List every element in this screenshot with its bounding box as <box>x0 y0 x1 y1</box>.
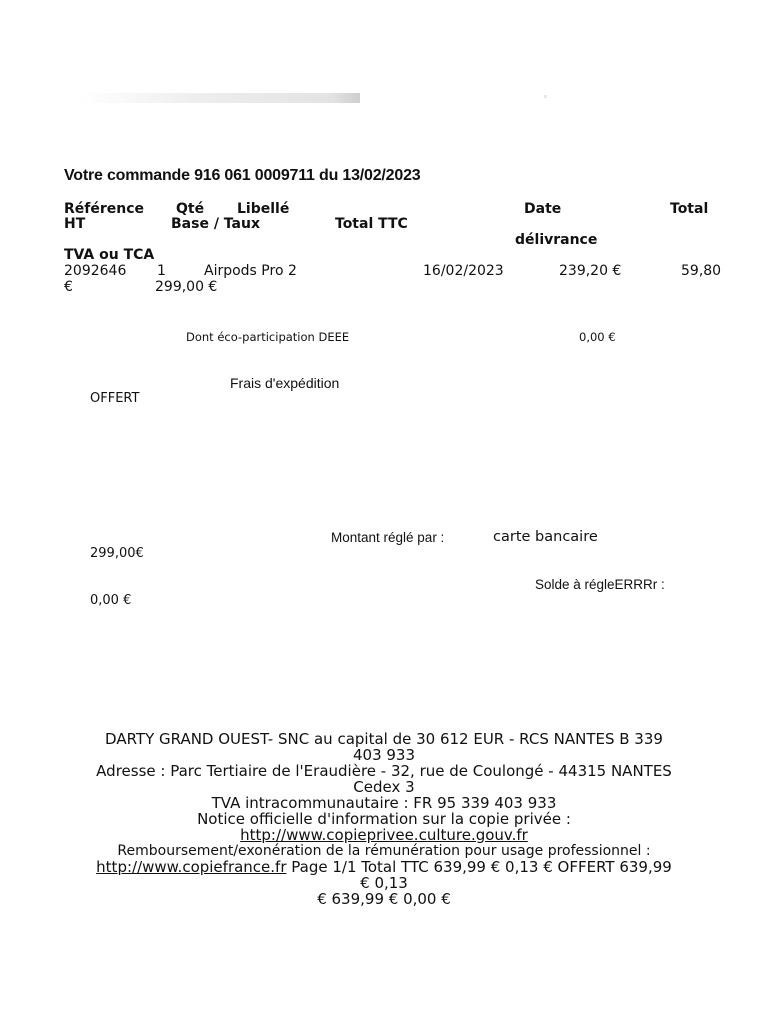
footer-company-line1: DARTY GRAND OUEST- SNC au capital de 30 612 EUR - RCS NANTES B 339 <box>105 730 663 748</box>
header-libelle: Libellé <box>237 201 290 217</box>
footer-address-line2: Cedex 3 <box>353 778 415 796</box>
row-tva-currency: € <box>64 279 73 295</box>
row-total-ttc: 299,00 € <box>155 279 218 295</box>
legal-footer <box>90 731 678 907</box>
footer-notice: Notice officielle d'information sur la copie privée : <box>197 810 571 828</box>
footer-tva: TVA intracommunautaire : FR 95 339 403 933 <box>211 794 557 812</box>
header-tva: TVA ou TCA <box>64 247 155 263</box>
header-date: Date <box>524 201 562 217</box>
footer-remb: Remboursement/exonération de la rémunération pour usage professionnel : <box>117 843 651 859</box>
row-tva: 59,80 <box>681 263 722 279</box>
scan-artifact <box>80 93 360 103</box>
footer-remb-link[interactable]: http://www.copiefrance.fr <box>96 858 287 876</box>
footer-notice-link[interactable]: http://www.copieprivee.culture.gouv.fr <box>240 826 528 844</box>
footer-summary-line1: Page 1/1 Total TTC 639,99 € 0,13 € OFFERT 639,99 € 0,13 <box>286 858 672 892</box>
footer-company-line2: 403 933 <box>352 746 416 764</box>
header-ht: HT <box>64 216 86 232</box>
eco-label: Dont éco-participation DEEE <box>186 330 350 344</box>
payment-method: carte bancaire <box>493 529 598 545</box>
header-qte: Qté <box>176 201 205 217</box>
balance-value: 0,00 € <box>90 593 132 608</box>
order-title: Votre commande 916 061 0009711 du 13/02/2023 <box>64 167 421 184</box>
footer-summary-line2: € 639,99 € 0,00 € <box>317 890 451 908</box>
scan-artifact-dot <box>544 95 547 98</box>
payment-amount: 299,00€ <box>90 546 144 561</box>
header-delivrance: délivrance <box>515 232 598 248</box>
shipping-label: Frais d'expédition <box>230 375 340 391</box>
payment-label: Montant réglé par : <box>331 530 445 545</box>
header-total: Total <box>670 201 709 217</box>
row-reference: 2092646 <box>64 263 127 279</box>
header-reference: Référence <box>64 201 145 217</box>
eco-value: 0,00 € <box>579 330 616 344</box>
row-libelle: Airpods Pro 2 <box>204 263 297 279</box>
row-qte: 1 <box>157 263 166 279</box>
row-total-ht: 239,20 € <box>559 263 622 279</box>
balance-label: Solde à régleERRRr : <box>535 577 665 592</box>
footer-address-line1: Adresse : Parc Tertiaire de l'Eraudière - 32, rue de Coulongé - 44315 NANTES <box>96 762 672 780</box>
header-total-ttc: Total TTC <box>335 216 408 232</box>
shipping-value: OFFERT <box>90 391 140 406</box>
header-base-taux: Base / Taux <box>171 216 260 232</box>
row-date: 16/02/2023 <box>423 263 504 279</box>
